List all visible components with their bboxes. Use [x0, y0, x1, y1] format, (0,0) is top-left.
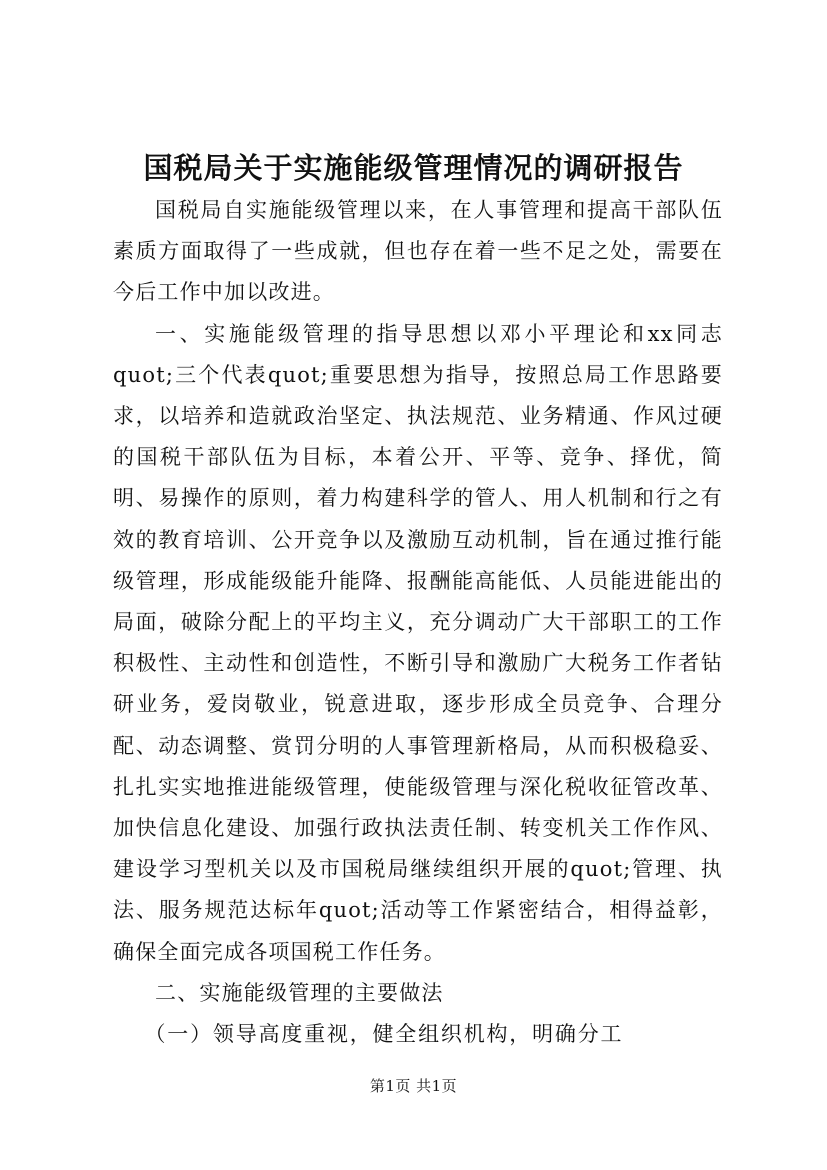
- document-body: [113, 190, 723, 1055]
- intro-paragraph: 国税局自实施能级管理以来，在人事管理和提高干部队伍素质方面取得了一些成就，但也存在着一些不足之处，需要在今后工作中加以改进。: [113, 198, 723, 305]
- page-number-footer: 第1页 共1页: [369, 1077, 458, 1095]
- subsection-heading: （一）领导高度重视，健全组织机构，明确分工: [144, 1022, 624, 1047]
- section-heading: 二、实施能级管理的主要做法: [155, 980, 444, 1005]
- guiding-principle-paragraph: 一、实施能级管理的指导思想以邓小平理论和xx同志quot;三个代表quot;重要思想为指导，按照总局工作思路要求，以培养和造就政治坚定、执法规范、业务精通、作风过硬的国税干部队伍为目标，本着公开、平等、竞争、择优，简明、易操作的原则，着力构建科学的管人、用人机制和行之有效的教育培训、公开竞争以及激励互动机制，旨在通过推行能级管理，形成能级能升能降、报酬能高能低、人员能进能出的局面，破除分配上的平均主义，充分调动广大干部职工的工作积极性、主动性和创造性，不断引导和激励广大税务工作者钻研业务，爱岗敬业，锐意进取，逐步形成全员竞争、合理分配、动态调整、赏罚分明的人事管理新格局，从而积极稳妥、扎扎实实地推进能级管理，使能级管理与深化税收征管改革、加快信息化建设、加强行政执法责任制、转变机关工作作风、建设学习型机关以及市国税局继续组织开展的quot;管理、执法、服务规范达标年quot;活动等工作紧密结合，相得益彰，确保全面完成各项国税工作任务。: [113, 321, 723, 964]
- document-title: 国税局关于实施能级管理情况的调研报告: [143, 151, 684, 185]
